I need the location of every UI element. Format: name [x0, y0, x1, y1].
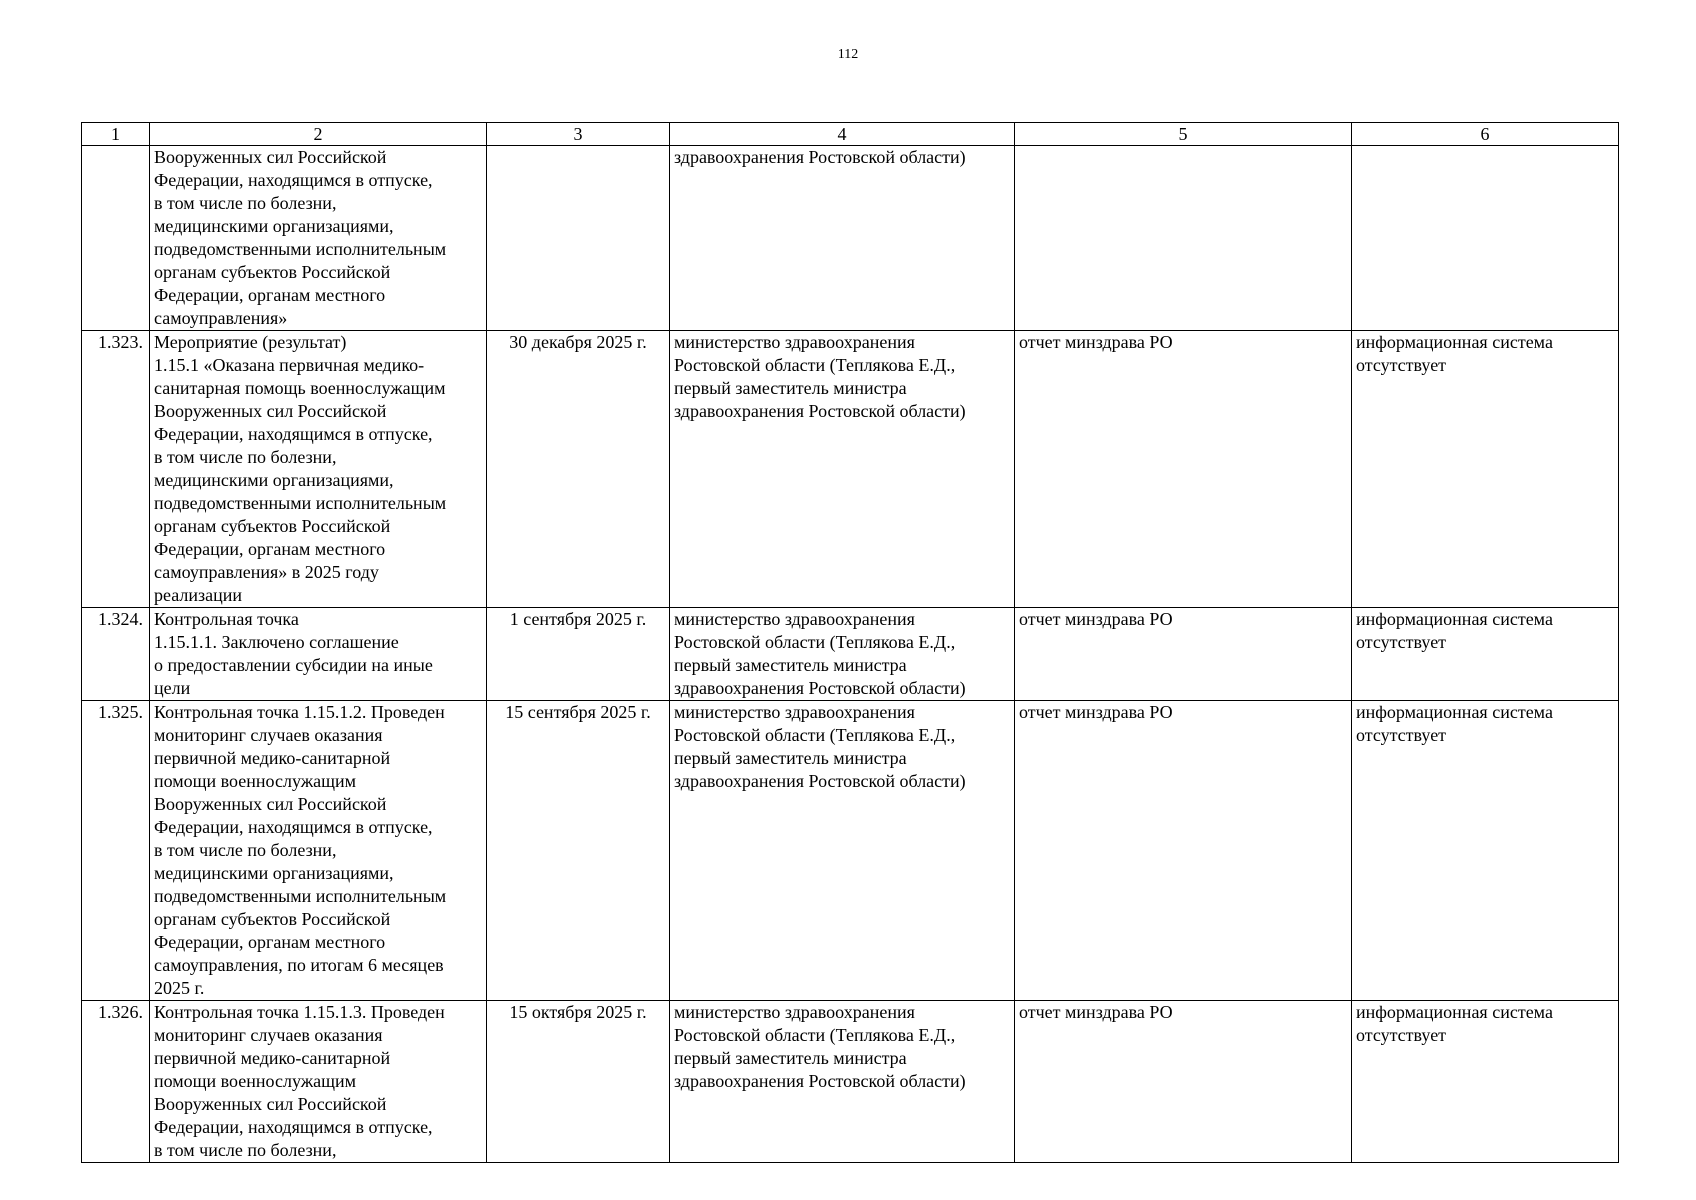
table-row — [82, 331, 1619, 608]
name-cell: Мероприятие (результат) 1.15.1 «Оказана первичная медико- санитарная помощь военнослужащим Вооруженных сил Российской Федерации, находящимся в отпуске, в том числе по болезни, медицинскими организациями, подведомственными исполнительным органам субъектов Российской Федерации, органам местного самоуправления» в 2025 году реализации — [150, 331, 487, 608]
system-cell: информационная система отсутствует — [1352, 608, 1619, 701]
responsible-cell: министерство здравоохранения Ростовской области (Теплякова Е.Д., первый заместитель министра здравоохранения Ростовской области) — [670, 331, 1015, 608]
header-row — [82, 123, 1619, 146]
system-cell — [1352, 146, 1619, 331]
column-header: 1 — [82, 123, 150, 146]
row-number-cell — [82, 146, 150, 331]
row-number-cell: 1.325. — [82, 701, 150, 1001]
responsible-cell: министерство здравоохранения Ростовской области (Теплякова Е.Д., первый заместитель министра здравоохранения Ростовской области) — [670, 1001, 1015, 1163]
row-number-cell: 1.323. — [82, 331, 150, 608]
document-cell: отчет минздрава РО — [1015, 1001, 1352, 1163]
table-row — [82, 608, 1619, 701]
date-cell: 15 октября 2025 г. — [487, 1001, 670, 1163]
document-cell: отчет минздрава РО — [1015, 331, 1352, 608]
column-header: 4 — [670, 123, 1015, 146]
column-header: 3 — [487, 123, 670, 146]
system-cell: информационная система отсутствует — [1352, 331, 1619, 608]
document-cell: отчет минздрава РО — [1015, 608, 1352, 701]
responsible-cell: здравоохранения Ростовской области) — [670, 146, 1015, 331]
name-cell: Контрольная точка 1.15.1.2. Проведен мониторинг случаев оказания первичной медико-санитарной помощи военнослужащим Вооруженных сил Российской Федерации, находящимся в отпуске, в том числе по болезни, медицинскими организациями, подведомственными исполнительным органам субъектов Российской Федерации, органам местного самоуправления, по итогам 6 месяцев 2025 г. — [150, 701, 487, 1001]
row-number-cell: 1.324. — [82, 608, 150, 701]
column-header: 6 — [1352, 123, 1619, 146]
document-cell: отчет минздрава РО — [1015, 701, 1352, 1001]
plan-table — [81, 122, 1619, 1163]
name-cell: Контрольная точка 1.15.1.1. Заключено соглашение о предоставлении субсидии на иные цели — [150, 608, 487, 701]
table-row — [82, 146, 1619, 331]
responsible-cell: министерство здравоохранения Ростовской области (Теплякова Е.Д., первый заместитель министра здравоохранения Ростовской области) — [670, 608, 1015, 701]
column-header: 2 — [150, 123, 487, 146]
date-cell: 30 декабря 2025 г. — [487, 331, 670, 608]
row-number-cell: 1.326. — [82, 1001, 150, 1163]
column-header: 5 — [1015, 123, 1352, 146]
name-cell: Вооруженных сил Российской Федерации, находящимся в отпуске, в том числе по болезни, медицинскими организациями, подведомственными исполнительным органам субъектов Российской Федерации, органам местного самоуправления» — [150, 146, 487, 331]
system-cell: информационная система отсутствует — [1352, 701, 1619, 1001]
date-cell — [487, 146, 670, 331]
system-cell: информационная система отсутствует — [1352, 1001, 1619, 1163]
date-cell: 15 сентября 2025 г. — [487, 701, 670, 1001]
table-row — [82, 701, 1619, 1001]
document-cell — [1015, 146, 1352, 331]
table-row — [82, 1001, 1619, 1163]
name-cell: Контрольная точка 1.15.1.3. Проведен мониторинг случаев оказания первичной медико-санитарной помощи военнослужащим Вооруженных сил Российской Федерации, находящимся в отпуске, в том числе по болезни, — [150, 1001, 487, 1163]
responsible-cell: министерство здравоохранения Ростовской области (Теплякова Е.Д., первый заместитель министра здравоохранения Ростовской области) — [670, 701, 1015, 1001]
date-cell: 1 сентября 2025 г. — [487, 608, 670, 701]
page-number: 112 — [837, 47, 859, 62]
